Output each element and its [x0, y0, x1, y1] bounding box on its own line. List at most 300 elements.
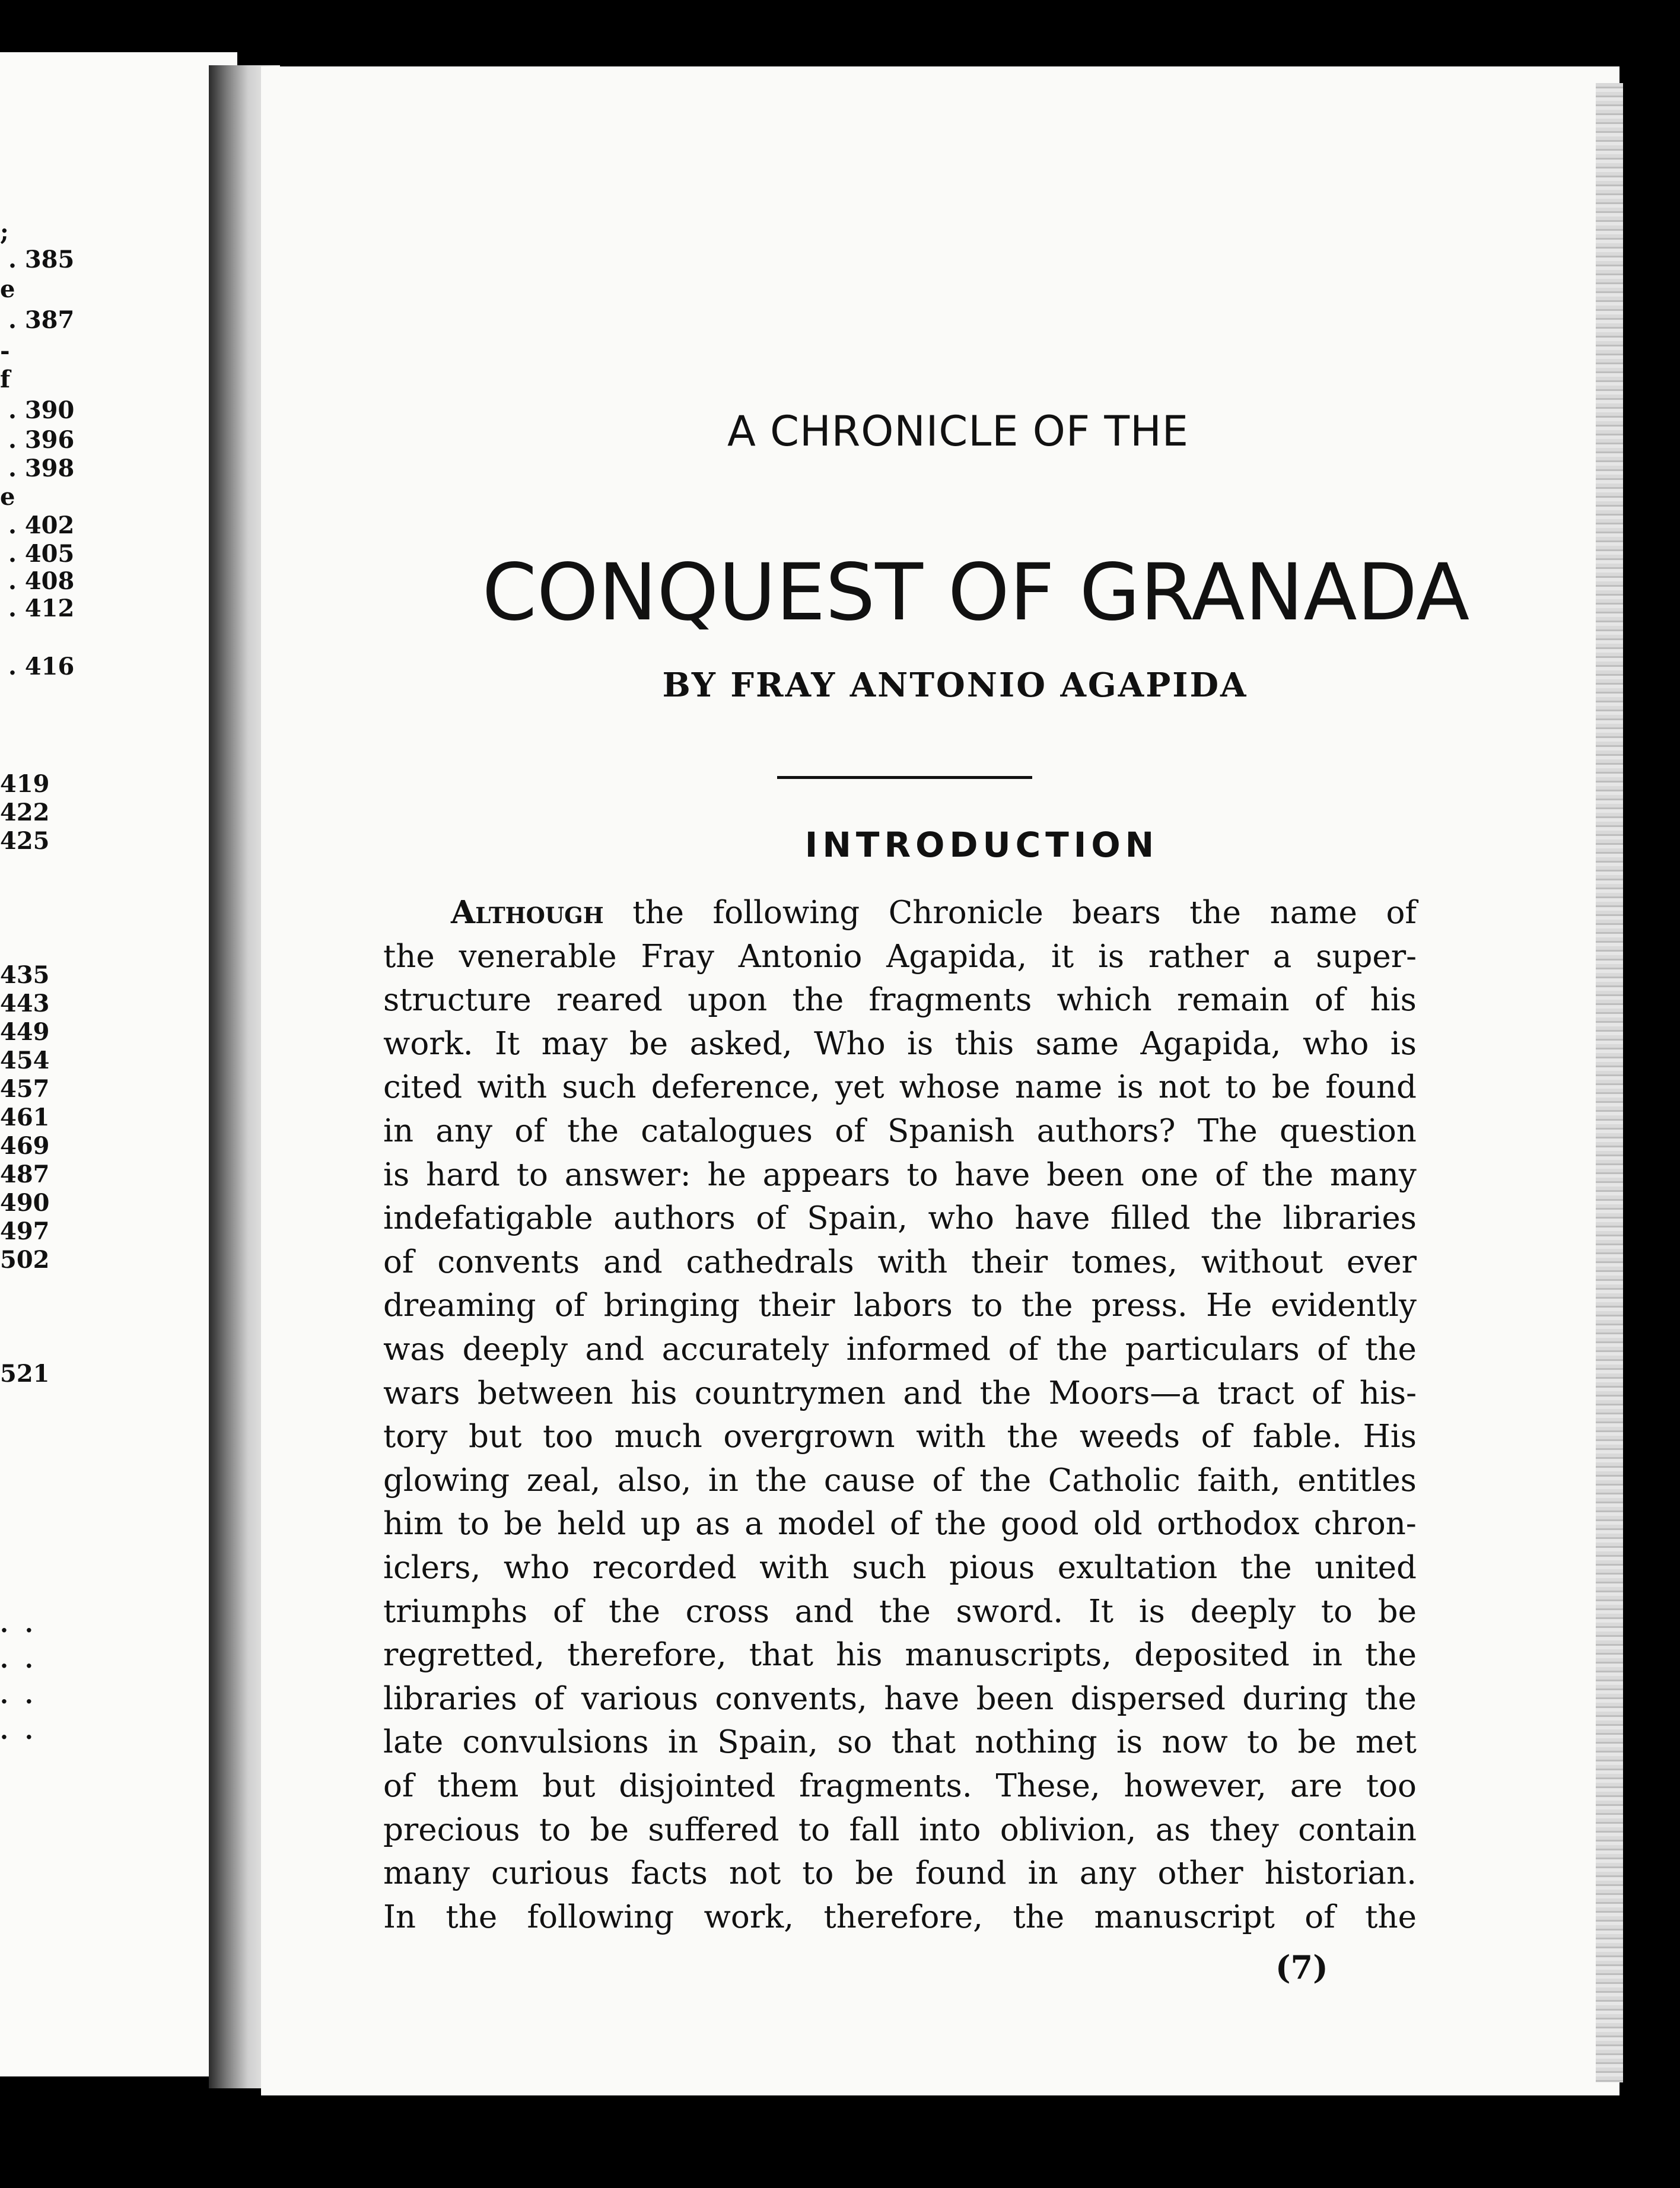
word: manuscripts,: [905, 1637, 1112, 1673]
word: deeply: [1190, 1594, 1296, 1630]
word: authors: [613, 1200, 736, 1236]
toc-page-number: . 405: [8, 540, 75, 568]
divider-rule: [777, 776, 1032, 779]
word: held: [556, 1506, 626, 1542]
toc-page-number: 469: [0, 1132, 50, 1160]
word: many: [1329, 1157, 1417, 1193]
word: a: [1272, 939, 1292, 975]
body-text-line: [451, 894, 1417, 931]
word: not: [1158, 1069, 1211, 1105]
toc-page-number: . 398: [8, 454, 75, 482]
word: informed: [846, 1331, 991, 1368]
word: a: [744, 1506, 763, 1542]
body-text-line: [383, 1375, 1417, 1411]
word: the: [1211, 1200, 1262, 1236]
word: but: [469, 1419, 522, 1455]
word: fragments.: [799, 1768, 972, 1804]
word: various: [581, 1681, 698, 1717]
body-text-line: [383, 1901, 1417, 1933]
word: much: [614, 1419, 702, 1455]
word: curious: [491, 1855, 610, 1891]
word: any: [435, 1113, 493, 1149]
word: to: [1321, 1594, 1353, 1630]
word: super-: [1316, 939, 1417, 975]
word: with: [477, 1069, 548, 1105]
word: one: [1140, 1157, 1199, 1193]
body-text-line: [383, 1770, 1417, 1802]
word: authors?: [1036, 1113, 1176, 1149]
word: be: [1377, 1594, 1417, 1630]
toc-page-number: 490: [0, 1189, 50, 1217]
word: of: [383, 1768, 414, 1804]
word: have: [1014, 1200, 1090, 1236]
word: the: [979, 1462, 1032, 1499]
body-text-line: [383, 1246, 1417, 1278]
word: is: [383, 1157, 410, 1193]
word: cross: [685, 1594, 769, 1630]
toc-page-number: 457: [0, 1075, 50, 1103]
word: with: [759, 1550, 829, 1586]
word: of: [835, 1113, 866, 1149]
word: the: [1021, 1287, 1073, 1324]
word: press.: [1091, 1287, 1188, 1324]
word: and: [794, 1594, 854, 1630]
word: historian.: [1264, 1855, 1417, 1891]
toc-page-number: 521: [0, 1360, 50, 1388]
word: their: [758, 1287, 835, 1324]
word: such: [852, 1550, 927, 1586]
word: with: [916, 1419, 986, 1455]
word: be: [855, 1855, 894, 1891]
word: of: [756, 1200, 787, 1236]
word: of: [1317, 1331, 1348, 1368]
body-text-line: [383, 1550, 1417, 1586]
word: bears: [1072, 895, 1161, 931]
word: recorded: [592, 1550, 737, 1586]
word: These,: [995, 1768, 1100, 1804]
toc-page-number: . 412: [8, 594, 75, 622]
word: labors: [853, 1287, 953, 1324]
word: cause: [823, 1462, 915, 1499]
body-text-line: [383, 984, 1417, 1016]
word: structure: [383, 982, 532, 1018]
word: the: [979, 1375, 1032, 1411]
word: Agapida,: [886, 939, 1027, 975]
word: to: [798, 1812, 831, 1848]
word: this: [954, 1026, 1014, 1062]
book-page: [261, 66, 1619, 2095]
word: of: [554, 1287, 586, 1324]
body-text-line: [383, 1200, 1417, 1236]
word: sword.: [956, 1594, 1064, 1630]
word: bringing: [603, 1287, 740, 1324]
word: into: [919, 1812, 981, 1848]
word: the: [792, 982, 844, 1018]
word: the: [934, 1506, 987, 1542]
word: In: [383, 1899, 416, 1935]
word: venerable: [459, 939, 617, 975]
body-text-line: [383, 1855, 1417, 1891]
word: of: [533, 1681, 565, 1717]
body-text-line: [383, 1419, 1417, 1455]
word: be: [504, 1506, 543, 1542]
word: too: [1366, 1768, 1417, 1804]
word: following: [712, 895, 860, 931]
word: Who: [814, 1026, 886, 1062]
word: Fray: [641, 939, 714, 975]
word: nothing: [975, 1724, 1097, 1760]
word: be: [1271, 1069, 1310, 1105]
word: of: [514, 1113, 545, 1149]
body-text-line: [383, 1115, 1417, 1147]
word: precious: [383, 1812, 520, 1848]
word: deeply: [462, 1331, 568, 1368]
word: good: [1000, 1506, 1079, 1542]
word: to: [457, 1506, 489, 1542]
word: Antonio: [738, 939, 863, 975]
word: weeds: [1079, 1419, 1181, 1455]
word: therefore,: [567, 1637, 727, 1673]
word: the: [1240, 1550, 1292, 1586]
leader-dots: ..: [0, 1646, 50, 1674]
leader-dots: ..: [0, 1717, 50, 1745]
word: cathedrals: [686, 1244, 854, 1280]
toc-page-number: 454: [0, 1047, 50, 1074]
word: triumphs: [383, 1594, 528, 1630]
word: in: [667, 1724, 698, 1760]
word: be: [590, 1812, 629, 1848]
body-text-line: [383, 1287, 1417, 1324]
word: the: [1262, 1157, 1314, 1193]
word: the: [1365, 1331, 1417, 1368]
word: libraries: [383, 1681, 517, 1717]
word: dispersed: [1070, 1681, 1226, 1717]
word: therefore,: [823, 1899, 984, 1935]
toc-page-number: -: [0, 337, 10, 365]
toc-page-number: e: [0, 483, 15, 511]
word: and: [903, 1375, 963, 1411]
word: iclers,: [383, 1550, 481, 1586]
body-text-line: [383, 1071, 1417, 1103]
word: of: [1304, 1899, 1335, 1935]
word: libraries: [1283, 1200, 1417, 1236]
word: up: [640, 1506, 681, 1542]
toc-page-number: e: [0, 275, 15, 303]
word: the: [632, 895, 684, 931]
word: orthodox: [1157, 1506, 1300, 1542]
word: Spanish: [887, 1113, 1015, 1149]
word: wars: [383, 1375, 460, 1411]
word: and: [585, 1331, 645, 1368]
word: that: [749, 1637, 814, 1673]
word: of: [1314, 982, 1345, 1018]
word: whose: [899, 1069, 1000, 1105]
toc-page-number: . 390: [8, 396, 75, 424]
word: is: [1117, 1069, 1144, 1105]
word: been: [1046, 1157, 1124, 1193]
word: united: [1315, 1550, 1417, 1586]
word: the: [1013, 1899, 1065, 1935]
toc-page-number: 443: [0, 990, 50, 1017]
word: now: [1162, 1724, 1228, 1760]
word: tomes,: [1071, 1244, 1178, 1280]
word: cited: [383, 1069, 463, 1105]
word: the: [879, 1594, 931, 1630]
toc-page-number: . 396: [8, 426, 75, 454]
body-text-line: [383, 1159, 1417, 1191]
author-byline: BY FRAY ANTONIO AGAPIDA: [662, 666, 1248, 705]
word: the: [567, 1113, 619, 1149]
word: met: [1356, 1724, 1417, 1760]
word: name: [1014, 1069, 1103, 1105]
word: was: [383, 1331, 446, 1368]
body-text-line: [383, 1508, 1417, 1540]
word: Moors—a: [1048, 1375, 1200, 1411]
word: deposited: [1134, 1637, 1290, 1673]
word: name: [1269, 895, 1357, 931]
word: hard: [425, 1157, 500, 1193]
word: work,: [704, 1899, 794, 1935]
word: have: [954, 1157, 1030, 1193]
leader-dots: ..: [0, 1681, 50, 1709]
word: the: [1056, 1331, 1108, 1368]
word: tract: [1217, 1375, 1294, 1411]
drop-word: Although: [451, 894, 604, 931]
word: filled: [1110, 1200, 1191, 1236]
toc-page-number: . 408: [8, 567, 75, 595]
word: Chronicle: [888, 895, 1043, 931]
word: and: [603, 1244, 663, 1280]
word: of: [383, 1244, 414, 1280]
word: fragments: [868, 982, 1032, 1018]
word: Catholic: [1048, 1462, 1181, 1499]
word: is: [1116, 1724, 1143, 1760]
word: to: [1225, 1069, 1257, 1105]
word: the: [1007, 1419, 1059, 1455]
word: suffered: [648, 1812, 779, 1848]
word: to: [516, 1157, 548, 1193]
word: his: [1370, 982, 1417, 1018]
word: the: [1365, 1637, 1417, 1673]
toc-page-number: f: [0, 365, 11, 393]
word: pious: [949, 1550, 1035, 1586]
word: the: [383, 939, 435, 975]
word: manuscript: [1094, 1899, 1275, 1935]
word: their: [971, 1244, 1048, 1280]
word: that: [891, 1724, 956, 1760]
toc-page-number: 425: [0, 827, 50, 855]
word: is: [1097, 939, 1125, 975]
word: who: [503, 1550, 570, 1586]
word: countrymen: [694, 1375, 886, 1411]
word: He: [1206, 1287, 1252, 1324]
word: the: [1365, 1681, 1417, 1717]
word: yet: [835, 1069, 884, 1105]
toc-page-number: 461: [0, 1103, 50, 1131]
word: entitles: [1297, 1462, 1417, 1499]
word: tory: [383, 1419, 448, 1455]
word: of: [932, 1462, 963, 1499]
word: who: [1302, 1026, 1369, 1062]
word: however,: [1124, 1768, 1267, 1804]
word: of: [1008, 1331, 1039, 1368]
word: to: [539, 1812, 571, 1848]
word: the: [1189, 895, 1242, 931]
word: It: [1088, 1594, 1114, 1630]
word: his-: [1359, 1375, 1417, 1411]
word: as: [1155, 1812, 1191, 1848]
title-line-1: A CHRONICLE OF THE: [727, 407, 1189, 456]
word: been: [976, 1681, 1054, 1717]
word: during: [1242, 1681, 1348, 1717]
word: of: [1386, 895, 1417, 931]
word: disjointed: [619, 1768, 776, 1804]
word: of: [552, 1594, 584, 1630]
word: Agapida,: [1140, 1026, 1281, 1062]
word: exultation: [1057, 1550, 1218, 1586]
word: particulars: [1125, 1331, 1300, 1368]
word: such: [562, 1069, 637, 1105]
toc-page-number: . 385: [8, 246, 75, 274]
word: which: [1057, 982, 1152, 1018]
word: him: [383, 1506, 444, 1542]
word: remain: [1176, 982, 1290, 1018]
word: faith,: [1197, 1462, 1281, 1499]
toc-page-number: 502: [0, 1246, 50, 1274]
word: have: [884, 1681, 960, 1717]
word: the: [755, 1462, 807, 1499]
word: to: [971, 1287, 1003, 1324]
word: facts: [631, 1855, 708, 1891]
body-text-line: [383, 1814, 1417, 1846]
toc-page-number: . 416: [8, 653, 75, 680]
word: It: [495, 1026, 520, 1062]
word: overgrown: [723, 1419, 895, 1455]
word: to: [1247, 1724, 1279, 1760]
word: convulsions: [462, 1724, 649, 1760]
toc-page-number: 435: [0, 961, 50, 989]
word: but: [542, 1768, 596, 1804]
word: are: [1290, 1768, 1343, 1804]
word: evidently: [1271, 1287, 1417, 1324]
toc-page-number: 419: [0, 770, 50, 798]
toc-page-number: . 387: [8, 306, 75, 334]
word: they: [1210, 1812, 1279, 1848]
word: the: [1365, 1899, 1417, 1935]
body-text-line: [383, 1462, 1417, 1499]
word: in: [1312, 1637, 1343, 1673]
word: The: [1197, 1113, 1258, 1149]
toc-page-number: 449: [0, 1018, 50, 1046]
toc-page-number: 422: [0, 799, 50, 826]
word: upon: [688, 982, 768, 1018]
body-text-line: [383, 1639, 1417, 1671]
word: of: [1311, 1375, 1342, 1411]
word: deference,: [651, 1069, 820, 1105]
word: in: [1027, 1855, 1058, 1891]
word: any: [1079, 1855, 1137, 1891]
toc-page-number: 497: [0, 1217, 50, 1245]
word: to: [802, 1855, 834, 1891]
body-text-line: [383, 1683, 1417, 1715]
word: so: [837, 1724, 873, 1760]
word: old: [1093, 1506, 1143, 1542]
body-text-line: [383, 939, 1417, 975]
section-heading: INTRODUCTION: [804, 825, 1159, 865]
word: following: [527, 1899, 674, 1935]
word: contain: [1298, 1812, 1417, 1848]
word: Spain,: [717, 1724, 818, 1760]
body-text-line: [383, 1028, 1417, 1060]
word: late: [383, 1724, 444, 1760]
word: fall: [849, 1812, 900, 1848]
word: to: [906, 1157, 938, 1193]
word: dreaming: [383, 1287, 536, 1324]
word: without: [1201, 1244, 1323, 1280]
word: in: [383, 1113, 414, 1149]
leader-dots: ..: [0, 1610, 50, 1638]
word: reared: [556, 982, 663, 1018]
word: of: [889, 1506, 921, 1542]
word: the: [609, 1594, 660, 1630]
word: indefatigable: [383, 1200, 593, 1236]
word: convents,: [715, 1681, 867, 1717]
page-edge: [1596, 83, 1623, 2082]
word: may: [541, 1026, 608, 1062]
word: he: [707, 1157, 746, 1193]
word: ever: [1346, 1244, 1417, 1280]
word: rather: [1148, 939, 1249, 975]
word: work.: [383, 1026, 473, 1062]
word: same: [1035, 1026, 1119, 1062]
word: be: [1297, 1724, 1337, 1760]
word: with: [877, 1244, 948, 1280]
word: it: [1051, 939, 1074, 975]
body-text-line: [383, 1594, 1417, 1630]
word: of: [1214, 1157, 1246, 1193]
previous-page-fragment: [0, 52, 237, 2076]
word: them: [437, 1768, 519, 1804]
word: appears: [762, 1157, 890, 1193]
word: who: [928, 1200, 994, 1236]
word: oblivion,: [1000, 1812, 1137, 1848]
word: his: [631, 1375, 677, 1411]
toc-page-number: 487: [0, 1160, 50, 1188]
word: convents: [437, 1244, 580, 1280]
word: also,: [617, 1462, 692, 1499]
word: found: [1325, 1069, 1417, 1105]
word: answer:: [564, 1157, 691, 1193]
word: many: [383, 1855, 470, 1891]
word: is: [1390, 1026, 1417, 1062]
word: not: [728, 1855, 781, 1891]
word: catalogues: [641, 1113, 813, 1149]
word: is: [1138, 1594, 1165, 1630]
word: accurately: [661, 1331, 829, 1368]
word: other: [1157, 1855, 1243, 1891]
word: His: [1363, 1419, 1417, 1455]
body-text-line: [383, 1331, 1417, 1368]
word: the: [446, 1899, 498, 1935]
word: be: [629, 1026, 669, 1062]
word: model: [778, 1506, 876, 1542]
toc-page-number: . 402: [8, 511, 75, 539]
word: glowing: [383, 1462, 510, 1499]
word: found: [915, 1855, 1007, 1891]
page-number: (7): [1275, 1948, 1328, 1986]
word: his: [836, 1637, 883, 1673]
word: as: [695, 1506, 730, 1542]
